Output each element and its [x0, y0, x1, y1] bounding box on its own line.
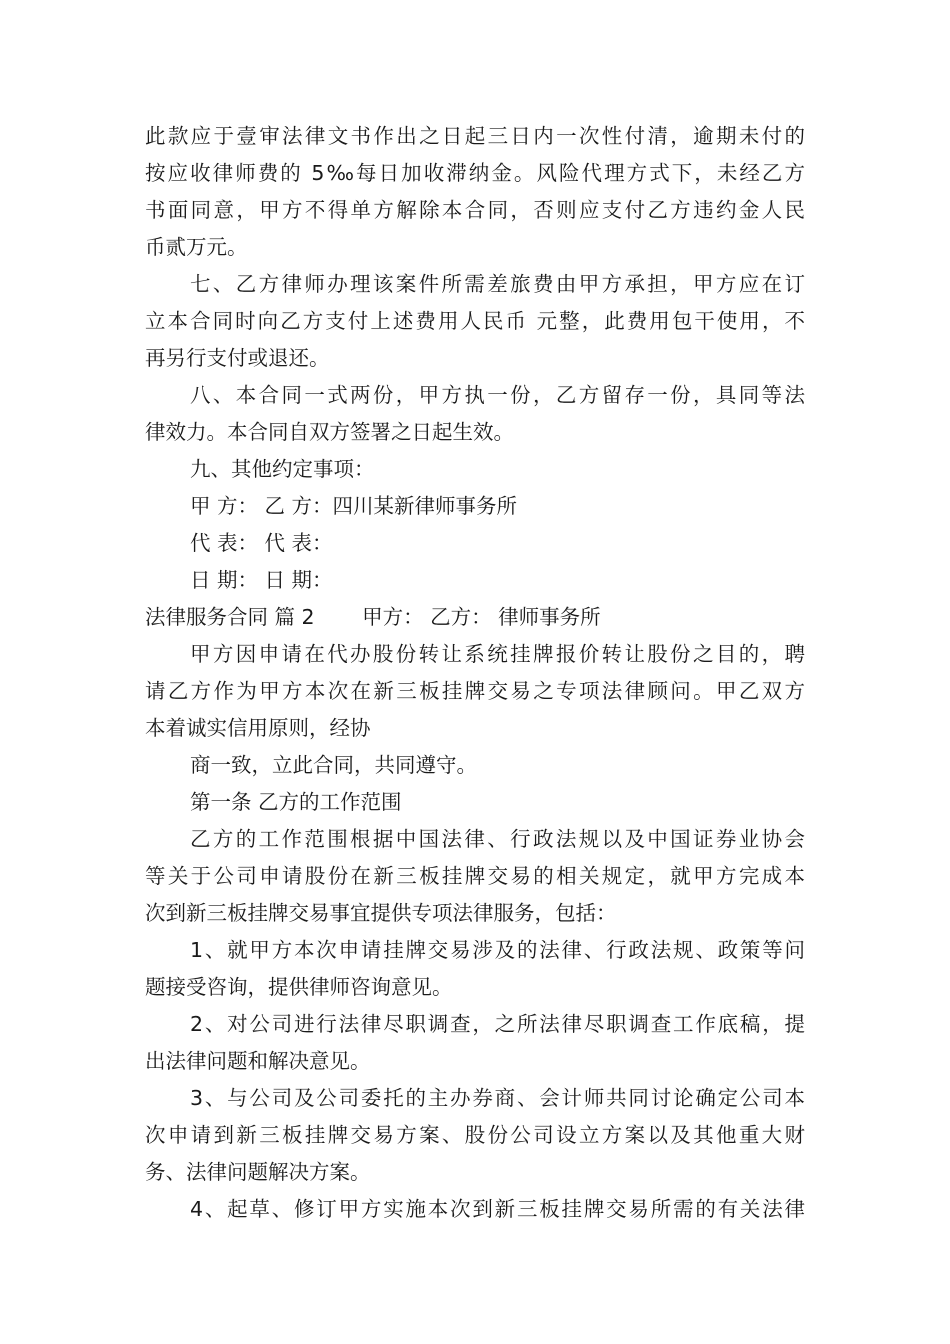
- list-item-3: 3、与公司及公司委托的主办券商、会计师共同讨论确定公司本: [190, 1086, 805, 1110]
- article-1-heading: 第一条 乙方的工作范围: [190, 790, 402, 814]
- text-line: 次到新三板挂牌交易事宜提供专项法律服务，包括：: [145, 901, 617, 925]
- text-line: 书面同意，甲方不得单方解除本合同，否则应支付乙方违约金人民: [145, 198, 805, 222]
- list-item-4: 4、起草、修订甲方实施本次到新三板挂牌交易所需的有关法律: [190, 1197, 805, 1221]
- signature-date-line: 日 期： 日 期：: [190, 568, 333, 592]
- text-line: 乙方的工作范围根据中国法律、行政法规以及中国证券业协会: [190, 827, 805, 851]
- text-line: 再另行支付或退还。: [145, 346, 330, 370]
- text-line: 律效力。本合同自双方签署之日起生效。: [145, 420, 514, 444]
- paragraph-9: 九、其他约定事项：: [190, 457, 375, 481]
- signature-party-line: 甲 方： 乙 方：四川某新律师事务所: [190, 494, 518, 518]
- text-line: 出法律问题和解决意见。: [145, 1049, 371, 1073]
- text-line: 务、法律问题解决方案。: [145, 1160, 371, 1184]
- paragraph-8-start: 八、本合同一式两份，甲方执一份，乙方留存一份，具同等法: [190, 383, 805, 407]
- text-line: 此款应于壹审法律文书作出之日起三日内一次性付清，逾期未付的: [145, 124, 805, 148]
- text-line: 按应收律师费的 5‰每日加收滞纳金。风险代理方式下，未经乙方: [145, 161, 805, 185]
- text-line: 币贰万元。: [145, 235, 248, 259]
- text-line: 次申请到新三板挂牌交易方案、股份公司设立方案以及其他重大财: [145, 1123, 805, 1147]
- signature-representative-line: 代 表： 代 表：: [190, 531, 333, 555]
- paragraph-7-start: 七、乙方律师办理该案件所需差旅费由甲方承担，甲方应在订: [190, 272, 805, 296]
- text-line: 甲方因申请在代办股份转让系统挂牌报价转让股份之目的，聘: [190, 642, 805, 666]
- text-line: 等关于公司申请股份在新三板挂牌交易的相关规定，就甲方完成本: [145, 864, 805, 888]
- list-item-2: 2、对公司进行法律尽职调查，之所法律尽职调查工作底稿，提: [190, 1012, 805, 1036]
- text-line: 立本合同时向乙方支付上述费用人民币 元整，此费用包干使用，不: [145, 309, 805, 333]
- text-line: 题接受咨询，提供律师咨询意见。: [145, 975, 453, 999]
- text-line: 请乙方作为甲方本次在新三板挂牌交易之专项法律顾问。甲乙双方: [145, 679, 805, 703]
- list-item-1: 1、就甲方本次申请挂牌交易涉及的法律、行政法规、政策等问: [190, 938, 805, 962]
- section-heading-contract-2: 法律服务合同 篇 2 甲方： 乙方： 律师事务所: [145, 605, 601, 629]
- text-line: 商一致，立此合同，共同遵守。: [190, 753, 477, 777]
- text-line: 本着诚实信用原则，经协: [145, 716, 371, 740]
